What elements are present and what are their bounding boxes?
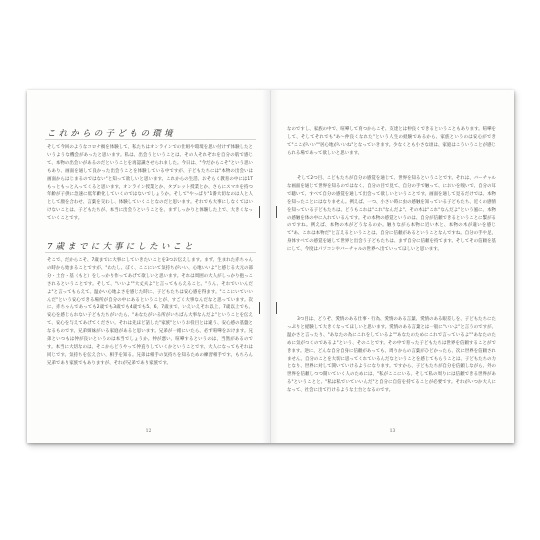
heading-divider (45, 252, 256, 253)
body-paragraph: そこで、だからこそ、7歳までに大事にしていきたいことを3つお伝えします。まず、生まれた赤ちゃんの時から始まることですが、"わたし、ぼく、ここにいて気持ちがいい、心地いいよ"と感じる大元の部分・土台・基（もと）をしっかり作ってあげて欲しいと思います。それは周囲の大人がしっかり抱っこされるということです。そして、"いいよ""大丈夫よ"と言ってもらえること。"うん、それでいいんだよ"と言ってもらえて、温かい心地よさを感じた時に、子どもたちは安心感を得ます。"ここにいていいんだ"という安心できる場所が自分の中にあるということが、すごく大事なんだなと思っています。次に、赤ちゃんであっても2歳でも3歳でも4歳でも5、6、7歳まで、いえいえそれ以上、7歳以上でも、安心を感じられない子どもたちがいたら、"あなたがいる所がいちばん大事なんだよ"ということを伝えて、安心を与えてあげてください。それは先ほど話した"家族"というお役目とは違う、安心感の基盤となるものです。兄弟姉妹がいる家庭があると思います。兄弟が一緒にいたら、必ず喧嘩をおけます。兄弟といつもは仲が良いというのは本当でしょうか。仲が悪い、喧嘩するというのは、当然があるのです。本当に大切なのは、そこからどうやって仲直りしていくかということです。大人になってもそれは同じです。気持ちを伝え合い、相手を知る。兄弟は相手の気持ちを知るための練習相手です。もちろん兄弟であり家族でもありますが、それが兄弟であり家族です。 (47, 258, 253, 366)
left-page (27, 90, 271, 443)
binding-mark (259, 206, 260, 218)
heading-divider (45, 139, 256, 140)
body-paragraph: なのですし、家族の中で、喧嘩して育つからこそ、友達とは仲良くできるということもあります。喧嘩をして、そしてそれでも"あ～仲良くなれた"という人生の経験であるから、家族というのは安心ができて"ここがいい""居心地がいいね"となっていきます。少なくとも小さな頃は、家庭はこういうことが感じられる場であって欲しいと思います。 (287, 127, 496, 156)
body-paragraph: そして2つ目、こどもたちが自分の感覚を通じて、世界を知るということです。それは、バーチャルな画面を通じて世界を知るのではなく、自分の目で見て、自分の手で触って、においを嗅いで、自分の耳で聴いて、すべて自分の感覚を通して出会って欲しいということです。画面を通して見るだけでは、本物を知ったことにはなりません。例えば、一つ、小さい時に虫の感触を知っている子どもたち、近くの感情を知っている子どもたちは、どうもこれは"これ"なんだよ"、その木は"これ"なんだよ"という風に、本物の感触を体の中に入れているんです。その本物の感覚というのは、自分が信頼できるということに繋がるのですね。例えば、本物の木がどうなるのか。触りながら本物に近い木と、本物の木が違いを感じて"あ、これは本物だ"と言えるということは、自分に信頼があるということなんですね。自分の手や足、身体すべての感覚を通して世界と出会う子どもたちは、まず自分に信頼を持てます。そしてその信頼を基にして、今度はパソコンやバーチャルの世界へ出ていってほしいと思います。 (287, 176, 496, 253)
page-number: 13 (389, 429, 396, 434)
section-heading: 7歳までに大事にしたいこと (47, 242, 197, 252)
binding-mark (276, 302, 277, 314)
section-heading: これからの子どもの環境 (47, 129, 176, 139)
binding-mark (276, 206, 277, 218)
book-spread (27, 90, 514, 443)
body-paragraph: 3つ目は、どうぞ、愛情のある仕事・行為、愛情のある言葉、愛情のある眼差しを、子どもたちにたっぷりと経験して大きくなってほしいと思います。愛情のある言葉とは一般に"いいよ"と言うのですが、温かさと言ったり、"あなたの為にこれをしているよ""あなたのためにこれで言っているよ""あなたのために気がつくのであるよ"という、そのことです。その中で育った子どもたちは世界を信頼することができます。逆に、どんな自分自身に信頼があっても、周りからの言葉がひどかったら、次に世界を信頼されません。自分のことを大切に思ってくれているんだなということを感じてもらうことは、子どもたちの力となり、世界に対して開いていけるようになります。ですから、子どもたちが自分を信頼しながら、外の世界を信頼しつつ開いていく人のためには、"私がここにいる、そして私の周りには信頼できる世界がある"ということと、"私は私でいていいんだ"と自分に自信を持てることが必要です。それがいつか大人になって、社会に出て行けるような土台となるのです。 (287, 317, 496, 394)
binding-mark (259, 302, 260, 314)
page-number: 12 (145, 429, 152, 434)
body-paragraph: そして今回のようなコロナ禍を体験して、私たちはオンラインでの仕組や環境を思い付けず体験したというような機会があったと思います。私は、出会うということは、その人それぞれを自分の肌で感じて、本物の出会いがあるのだということを再認識させられました。今日は、"今だからこそ"という思いもあり、画面を通して良かった出会うことを体験している中ですが、子どもたちには"本物の出会いは画面からはじまるのではない"と知って欲しいと思います。これからの生活、おそらく教育の中には1Tもっともっと入ってくると思います。オンライン授業とか、タブレット授業とか、さらにスマホを持つ年齢が子供に急速に低年齢化していくのではないでしょうか。そして"やっぱり"1番大切なのは人と人として顔を合わせ、言葉を交わし、体験していくことなのだと思います。それでも大事にしなくてはいけないことは、子どもたちが、本当に出会うということを、まずしっかりと体験した上で、大きくなっていくことです。 (47, 145, 253, 222)
right-page (271, 90, 514, 443)
